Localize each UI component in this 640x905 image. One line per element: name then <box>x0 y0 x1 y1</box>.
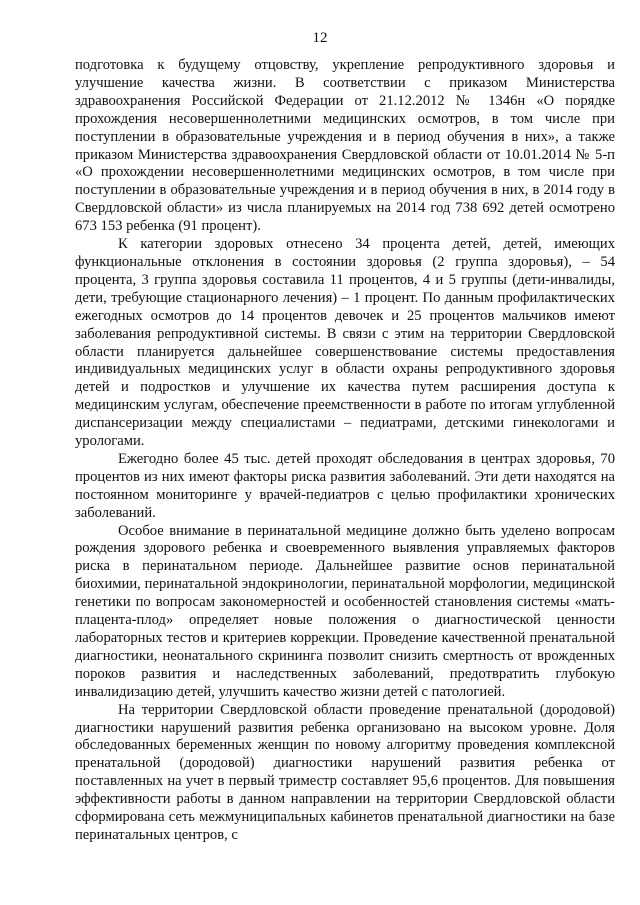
paragraph-1: подготовка к будущему отцовству, укрепление репродуктивного здоровья и улучшение качества жизни. В соответствии с приказом Министерства здравоохранения Российской Федерации от 21.12.2012 № 1346н «О порядке прохождения несовершеннолетними медицинских осмотров, в том числе при поступлении в образовательные учреждения и в период обучения в них», а также приказом Министерства здравоохранения Свердловской области от 10.01.2014 № 5-п «О прохождении несовершеннолетними медицинских осмотров, в том числе при поступлении в образовательные учреждения и в период обучения в них, в 2014 году в Свердловской области» из числа планируемых на 2014 год 738 692 детей осмотрено 673 153 ребенка (91 процент). <box>75 57 615 235</box>
document-body <box>75 57 615 845</box>
paragraph-2: К категории здоровых отнесено 34 процента детей, детей, имеющих функциональные отклонения в состоянии здоровья (2 группа здоровья), – 54 процента, 3 группа здоровья составила 11 процентов, 4 и 5 группы (дети-инвалиды, дети, требующие стационарного лечения) – 1 процент. По данным профилактических ежегодных осмотров до 14 процентов девочек и 25 процентов мальчиков имеют заболевания репродуктивной системы. В связи с этим на территории Свердловской области планируется дальнейшее совершенствование системы предоставления индивидуальных медицинских услуг в области охраны репродуктивного здоровья детей и подростков и улучшение их качества путем расширения доступа к медицинским услугам, обеспечение преемственности в работе по итогам углубленной диспансеризации между специалистами – педиатрами, детскими гинекологами и урологами. <box>75 236 615 450</box>
paragraph-5: На территории Свердловской области проведение пренатальной (дородовой) диагностики нарушений развития ребенка организовано на высоком уровне. Доля обследованных беременных женщин по новому алгоритму проведения комплексной пренатальной (дородовой) диагностики нарушений развития ребенка от поставленных на учет в первый триместр составляет 95,6 процентов. Для повышения эффективности работы в данном направлении на территории Свердловской области сформирована сеть межмуниципальных кабинетов пренатальной диагностики на базе перинатальных центров, с <box>75 701 615 843</box>
page-number: 12 <box>312 30 328 46</box>
paragraph-4: Особое внимание в перинатальной медицине должно быть уделено вопросам рождения здорового ребенка и своевременного выявления управляемых факторов риска в перинатальном периоде. Дальнейшее развитие основ перинатальной биохимии, перинатальной эндокринологии, перинатальной морфологии, медицинской генетики по вопросам закономерностей и особенностей становления системы «мать-плацента-плод» определяет новые положения о диагностической ценности лабораторных тестов и критериев коррекции. Проведение качественной пренатальной диагностики, неонатального скрининга позволит снизить смертность от врожденных пороков развития и наследственных заболеваний, предотвратить глубокую инвалидизацию детей, улучшить качество жизни детей с патологией. <box>75 522 615 700</box>
paragraph-3: Ежегодно более 45 тыс. детей проходят обследования в центрах здоровья, 70 процентов из них имеют факторы риска развития заболеваний. Эти дети находятся на постоянном мониторинге у врачей-педиатров с целью профилактики хронических заболеваний. <box>75 450 615 521</box>
